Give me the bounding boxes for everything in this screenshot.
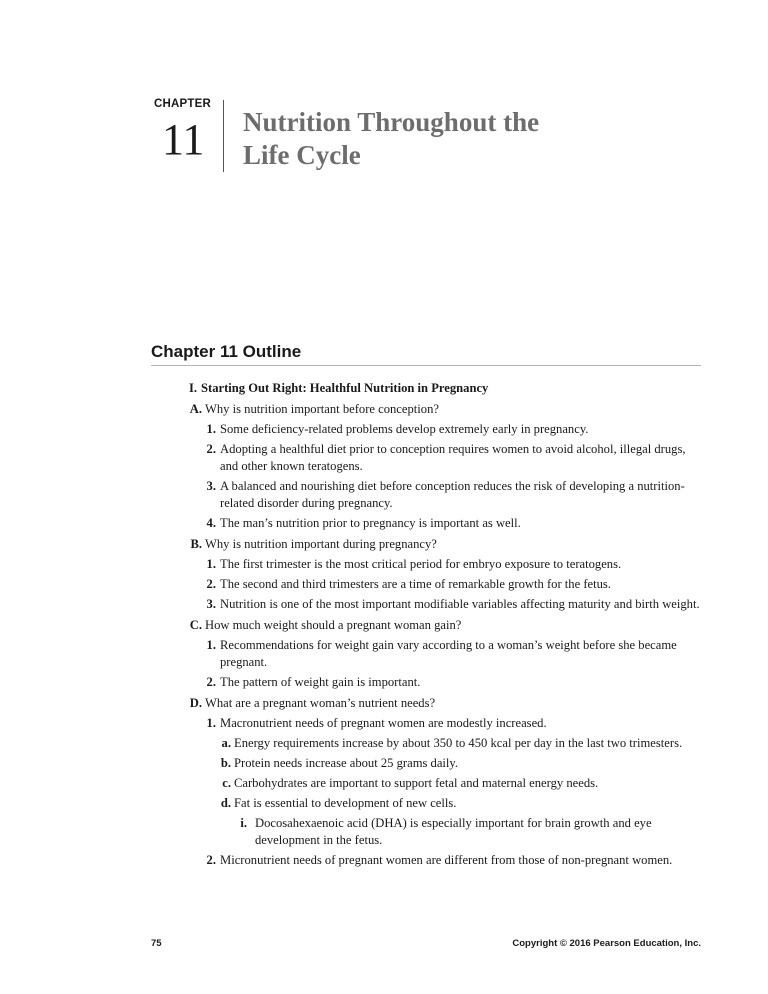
outline-item-a-4 — [0, 515, 700, 532]
chapter-divider — [223, 100, 224, 172]
outline-item-d-1-a — [0, 735, 704, 752]
outline-text: The first trimester is the most critical period for embryo exposure to teratogens. — [220, 557, 622, 571]
outline-item-b-2 — [0, 576, 700, 593]
outline-marker: 2. — [206, 853, 216, 867]
outline-item-d-1 — [0, 715, 700, 732]
outline-text: Starting Out Right: Healthful Nutrition in Pregnancy — [201, 381, 489, 395]
outline-marker: d. — [220, 796, 231, 810]
outline-text: Energy requirements increase by about 350 to 450 kcal per day in the last two trimesters. — [234, 736, 683, 750]
outline-text: A balanced and nourishing diet before conception reduces the risk of developing a nutrition-related disorder during pregnancy. — [220, 479, 685, 510]
outline-marker: 2. — [206, 675, 216, 689]
outline-marker: 3. — [206, 479, 216, 493]
outline-text: What are a pregnant woman’s nutrient needs? — [205, 696, 436, 710]
outline-marker: b. — [220, 756, 231, 770]
chapter-header — [150, 96, 750, 176]
outline-text: Nutrition is one of the most important modifiable variables affecting maturity and birth weight. — [220, 597, 700, 611]
outline-item-a-3 — [0, 478, 700, 512]
outline-marker: D. — [189, 696, 202, 710]
outline-item-a — [0, 401, 768, 418]
outline-text: Fat is essential to development of new cells. — [234, 796, 457, 810]
outline-text: The pattern of weight gain is important. — [220, 675, 421, 689]
outline-marker: 1. — [206, 422, 216, 436]
outline-marker: I. — [188, 381, 197, 395]
chapter-title-line2: Life Cycle — [243, 140, 361, 170]
outline-item-d — [0, 695, 768, 712]
outline-marker: C. — [189, 618, 202, 632]
outline-item-b-3 — [0, 596, 700, 613]
chapter-label: CHAPTER — [154, 98, 211, 110]
chapter-title — [243, 106, 539, 172]
chapter-title-line1: Nutrition Throughout the — [243, 107, 540, 137]
outline-item-b — [0, 536, 768, 553]
outline-item-d-1-c — [0, 775, 704, 792]
outline-marker: 4. — [206, 516, 216, 530]
chapter-number: 11 — [162, 115, 205, 164]
outline-marker: 2. — [206, 442, 216, 456]
outline-marker: a. — [221, 736, 231, 750]
page-number: 75 — [151, 938, 162, 949]
outline-text: How much weight should a pregnant woman gain? — [205, 618, 462, 632]
outline-heading: Chapter 11 Outline — [151, 342, 302, 361]
outline-text: Docosahexaenoic acid (DHA) is especially important for brain growth and eye development in the fetus. — [255, 816, 652, 847]
outline-text: Micronutrient needs of pregnant women are different from those of non-pregnant women. — [220, 853, 673, 867]
outline-text: Adopting a healthful diet prior to conception requires women to avoid alcohol, illegal drugs, and other known teratogens. — [220, 442, 686, 473]
outline-item-d-2 — [0, 852, 700, 869]
outline-item-a-1 — [0, 421, 700, 438]
outline-marker: i. — [240, 816, 247, 830]
outline-item-c-1 — [0, 637, 700, 671]
outline-section-1 — [0, 380, 768, 397]
outline-text: Macronutrient needs of pregnant women are modestly increased. — [220, 716, 547, 730]
outline-marker: c. — [222, 776, 231, 790]
chapter-outline — [0, 380, 768, 869]
outline-text: Why is nutrition important during pregnancy? — [205, 537, 437, 551]
outline-marker: 1. — [206, 557, 216, 571]
outline-text: Why is nutrition important before conception? — [205, 402, 439, 416]
outline-text: The second and third trimesters are a time of remarkable growth for the fetus. — [220, 577, 611, 591]
outline-marker: 3. — [206, 597, 216, 611]
outline-marker: B. — [190, 537, 202, 551]
outline-text: Some deficiency-related problems develop extremely early in pregnancy. — [220, 422, 589, 436]
outline-item-c — [0, 617, 768, 634]
outline-item-d-1-d — [0, 795, 704, 812]
outline-item-d-1-d-i — [0, 815, 705, 849]
outline-marker: A. — [189, 402, 202, 416]
outline-marker: 2. — [206, 577, 216, 591]
outline-divider — [151, 365, 701, 366]
outline-text: The man’s nutrition prior to pregnancy is important as well. — [220, 516, 521, 530]
outline-item-c-2 — [0, 674, 700, 691]
outline-item-b-1 — [0, 556, 700, 573]
outline-item-d-1-b — [0, 755, 704, 772]
outline-item-a-2 — [0, 441, 700, 475]
copyright-notice: Copyright © 2016 Pearson Education, Inc. — [512, 938, 701, 949]
outline-text: Recommendations for weight gain vary according to a woman’s weight before she became pregnant. — [220, 638, 677, 669]
outline-text: Protein needs increase about 25 grams daily. — [234, 756, 459, 770]
outline-marker: 1. — [206, 638, 216, 652]
outline-marker: 1. — [206, 716, 216, 730]
outline-text: Carbohydrates are important to support fetal and maternal energy needs. — [234, 776, 599, 790]
